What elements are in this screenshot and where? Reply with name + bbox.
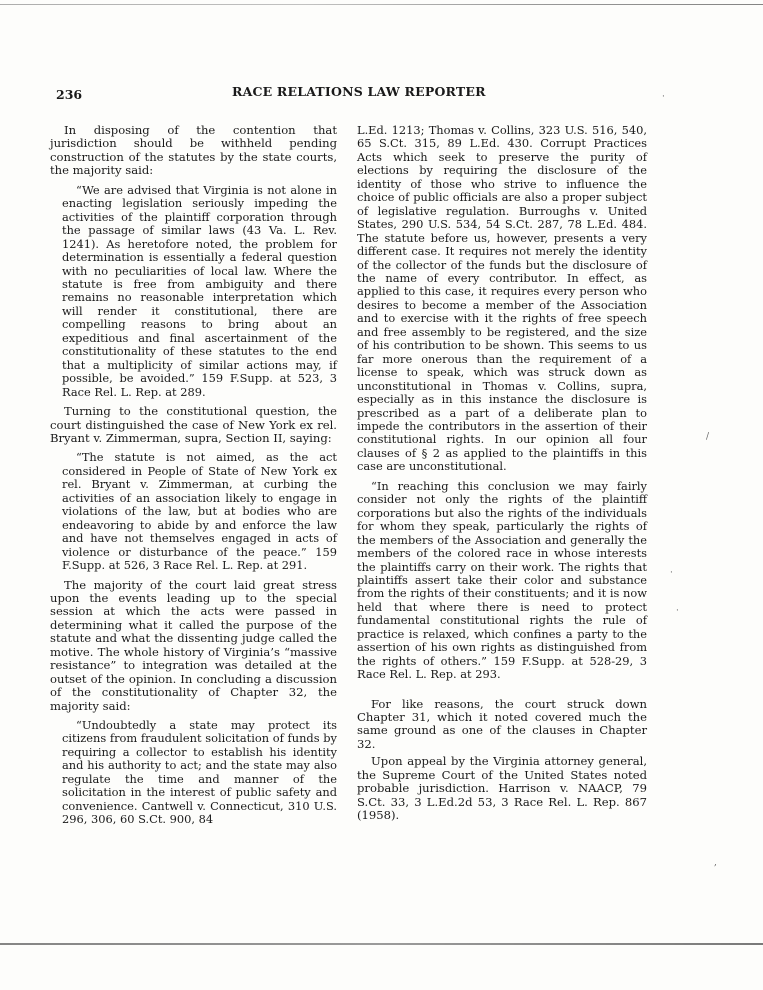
paragraph-majority-stress: The majority of the court laid great stress upon the events leading up to the special session at which the acts were passed in determining what it called the purpose of the statute and what the dissenting judge called the motive. The whole history of Virginia’s “massive resistance” to integration was detailed at the outset of the opinion. In concluding a discussion of the constitutionality of Chapter 32, the majority said:: [50, 577, 337, 713]
quote-state-may-protect: “Undoubtedly a state may protect its citizens from fraudulent solicitation of funds by requiring a collector to establish his identity and his authority to act; and the state may also regulate the time and manner of the solicitation in the interest of public safety and convenience. Cantwell v. Connecticut, 310 U.S. 296, 306, 60 S.Ct. 900, 84: [62, 718, 337, 827]
quote-virginia-not-alone: “We are advised that Virginia is not alone in enacting legislation seriously impeding the activities of the plaintiff corporation through the passage of similar laws (43 Va. L. Rev. 1241). As heretofore noted, the problem for determination is essentially a federal question with no peculiarities of local law. Where the statute is free from ambiguity and there remains no reasonable interpretation which will render it constitutional, there are compelling reasons to bring about an expeditious and final ascertainment of the constitutionality of these statutes to the end that a multiplicity of similar actions may, if possible, be avoided.” 159 F.Supp. at 523, 3 Race Rel. L. Rep. at 289.: [62, 182, 337, 399]
page-number: 236: [56, 87, 83, 102]
right-column: [357, 124, 647, 827]
paragraph-chapter-31: For like reasons, the court struck down Chapter 31, which it noted covered much the same ground as one of the clauses in Chapter 32.: [357, 696, 647, 751]
quote-statute-not-aimed: “The statute is not aimed, as the act considered in People of State of New York ex rel. Bryant v. Zimmerman, at curbing the activities of an association likely to engage in violations of the law, but at bodies who are endeavoring to abide by and enforce the law and have not themselves engaged in acts of violence or disturbance of the peace.” 159 F.Supp. at 526, 3 Race Rel. L. Rep. at 291.: [62, 450, 337, 573]
quote-reaching-conclusion: “In reaching this conclusion we may fairly consider not only the rights of the plaintiff corporations but also the rights of the individuals for whom they speak, particularly the rights of the members of the Association and generally the members of the colored race in whose interests the plaintiffs carry on their work. The rights that plaintiffs assert take their color and substance from the rights of their constituents; and it is now held that where there is need to protect fundamental constitutional rights the rule of practice is relaxed, which confines a party to the assertion of his own rights as distinguished from the rights of others.” 159 F.Supp. at 528-29, 3 Race Rel. L. Rep. at 293.: [357, 478, 647, 682]
scan-edge-bottom: [0, 943, 763, 945]
scan-speck: ·: [676, 606, 679, 616]
left-column: [50, 124, 337, 833]
paragraph-jurisdiction: In disposing of the contention that jurisdiction should be withheld pending construction of the statutes by the state courts, the majority said:: [50, 123, 337, 178]
quote-continuation: L.Ed. 1213; Thomas v. Collins, 323 U.S. 516, 540, 65 S.Ct. 315, 89 L.Ed. 430. Corrupt Practices Acts which seek to preserve the purity of elections by requiring the disclosure of the identity of those who strive to influence the choice of public officials are also a proper subject of legislative regulation. Burroughs v. United States, 290 U.S. 534, 54 S.Ct. 287, 78 L.Ed. 484. The statute before us, however, presents a very different case. It requires not merely the identity of the collector of the funds but the disclosure of the name of every contributor. In effect, as applied to this case, it requires every person who desires to become a member of the Association and to exercise with it the rights of free speech and free assembly to be registered, and the size of his contribution to be shown. This seems to us far more onerous than the requirement of a license to speak, which was struck down as unconstitutional in Thomas v. Collins, supra, especially as in this instance the disclosure is prescribed as a part of a deliberate plan to impede the contributors in the assertion of their constitutional rights. In our opinion all four clauses of § 2 as applied to the plaintiffs in this case are unconstitutional.: [357, 123, 647, 474]
running-head: RACE RELATIONS LAW REPORTER: [232, 84, 486, 99]
scan-edge-top: [0, 4, 763, 5]
paragraph-constitutional-question: Turning to the constitutional question, the court distinguished the case of New York ex rel. Bryant v. Zimmerman, supra, Section II, saying:: [50, 404, 337, 445]
scan-speck: ·: [662, 92, 665, 102]
scan-speck: ,: [714, 858, 717, 868]
scan-speck: ·: [670, 568, 673, 578]
paragraph-appeal: Upon appeal by the Virginia attorney general, the Supreme Court of the United States noted probable jurisdiction. Harrison v. NAACP, 79 S.Ct. 33, 3 L.Ed.2d 53, 3 Race Rel. L. Rep. 867 (1958).: [357, 754, 647, 823]
scan-speck: /: [706, 432, 710, 442]
